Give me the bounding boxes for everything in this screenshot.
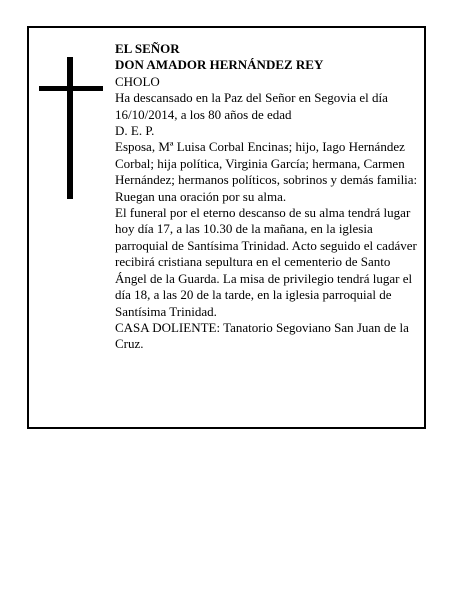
notice-title-name: DON AMADOR HERNÁNDEZ REY (115, 57, 324, 73)
notice-death-info: Ha descansado en la Paz del Señor en Segovia el día 16/10/2014, a los 80 años de edad (115, 90, 388, 122)
cross-icon (39, 57, 103, 199)
notice-funeral: El funeral por el eterno descanso de su alma tendrá lugar hoy día 17, a las 10.30 de la mañana, en la iglesia parroquial de Santísima Trinidad. Acto seguido el cadáver recibirá cristiana sepultura en el cementerio de Santo Ángel de la Guarda. La misa de privilegio tendrá lugar el día 18, a las 20 de la tarde, en la iglesia parroquial de Santísima Trinidad. (115, 205, 417, 319)
obituary-notice (27, 26, 426, 429)
notice-prayer: Ruegan una oración por su alma. (115, 188, 287, 204)
notice-family: Esposa, Mª Luisa Corbal Encinas; hijo, Iago Hernández Corbal; hija política, Virginia García; hermana, Carmen Hernández; hermanos políticos, sobrinos y demás familia: (115, 139, 418, 188)
notice-dep: D. E. P. (115, 123, 155, 139)
notice-casa-doliente: CASA DOLIENTE: Tanatorio Segoviano San Juan de la Cruz. (115, 319, 409, 352)
cross-horizontal-bar (39, 86, 103, 91)
notice-nickname: CHOLO (115, 73, 160, 89)
notice-text (115, 41, 419, 353)
notice-title-line1: EL SEÑOR (115, 41, 180, 56)
cross-vertical-bar (67, 57, 73, 199)
